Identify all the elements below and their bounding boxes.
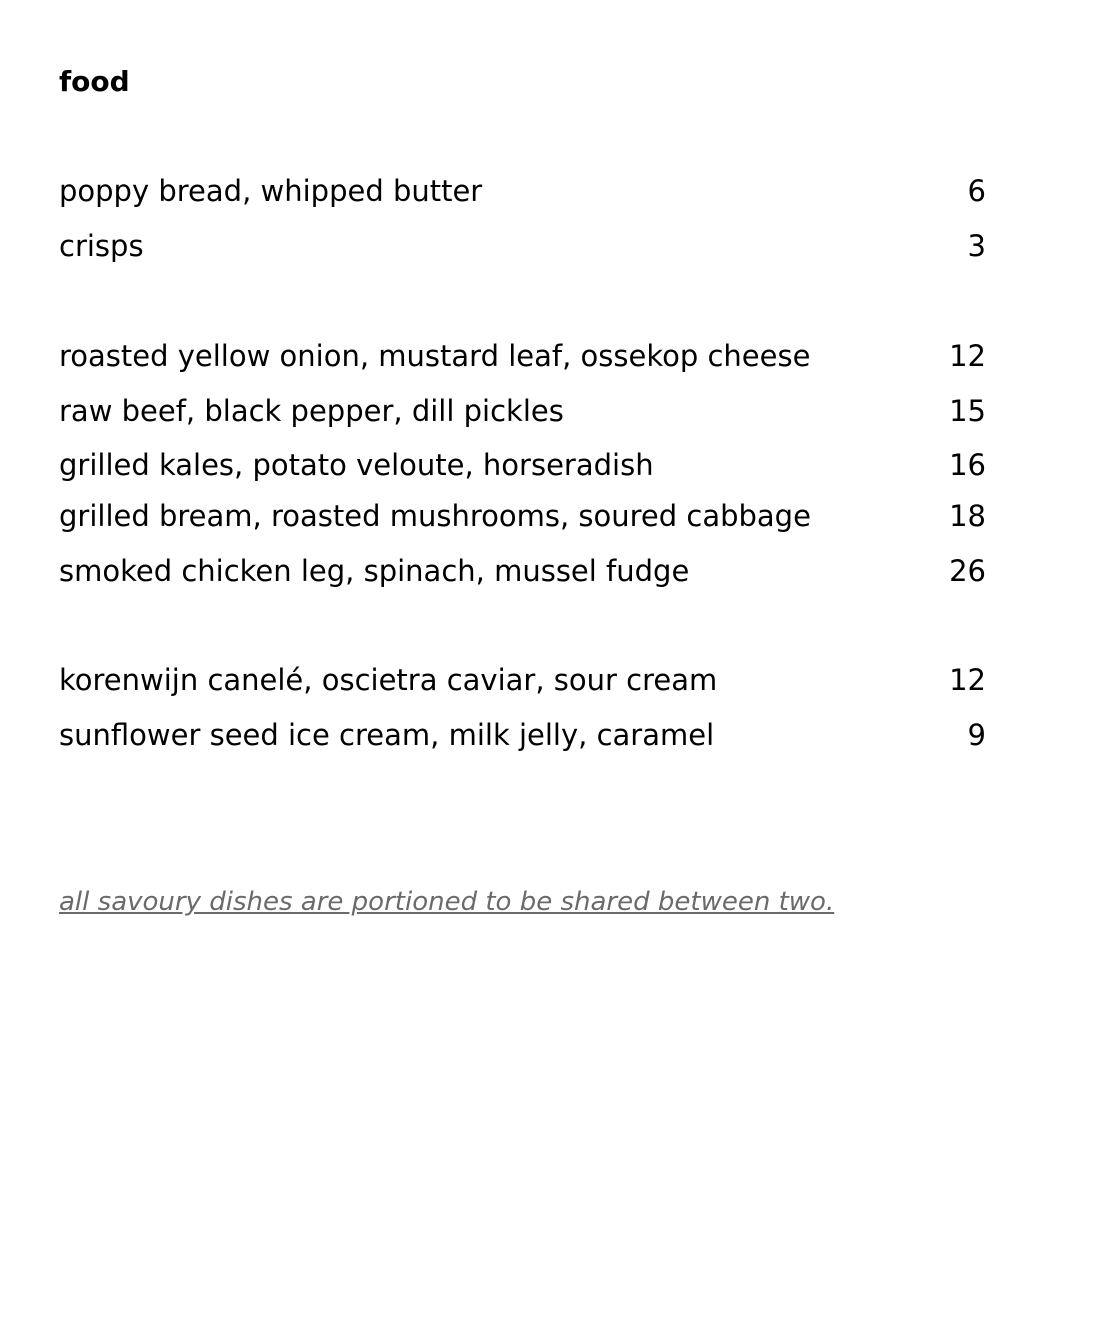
menu-item (59, 171, 986, 211)
menu-item-price: 15 (949, 394, 986, 428)
menu-item-name: poppy bread, whipped butter (59, 174, 483, 208)
menu-item-name: roasted yellow onion, mustard leaf, ossekop cheese (59, 339, 811, 373)
menu-item-name: raw beef, black pepper, dill pickles (59, 394, 564, 428)
menu-item (59, 226, 986, 266)
menu-item (59, 391, 986, 431)
menu-item-price: 12 (949, 339, 986, 373)
menu-item-name: smoked chicken leg, spinach, mussel fudge (59, 554, 690, 588)
menu-item-name: sunflower seed ice cream, milk jelly, caramel (59, 718, 715, 752)
menu-item-price: 26 (949, 554, 986, 588)
menu-item-name: grilled kales, potato veloute, horseradish (59, 448, 654, 482)
menu-item-price: 16 (949, 448, 986, 482)
sharing-note-link[interactable]: all savoury dishes are portioned to be shared between two. (59, 887, 835, 917)
menu-item-name: korenwijn canelé, oscietra caviar, sour cream (59, 663, 718, 697)
menu-item-price: 18 (949, 499, 986, 533)
menu-item-price: 9 (967, 718, 986, 752)
menu-item (59, 715, 986, 755)
menu-title: food (59, 65, 130, 98)
menu-item (59, 496, 986, 536)
menu-item (59, 660, 986, 700)
menu-item-name: grilled bream, roasted mushrooms, soured cabbage (59, 499, 811, 533)
menu-item-name: crisps (59, 229, 144, 263)
menu-item-price: 3 (967, 229, 986, 263)
menu-item (59, 551, 986, 591)
menu-item (59, 336, 986, 376)
menu-item (59, 445, 986, 485)
menu-item-price: 6 (967, 174, 986, 208)
menu-item-price: 12 (949, 663, 986, 697)
